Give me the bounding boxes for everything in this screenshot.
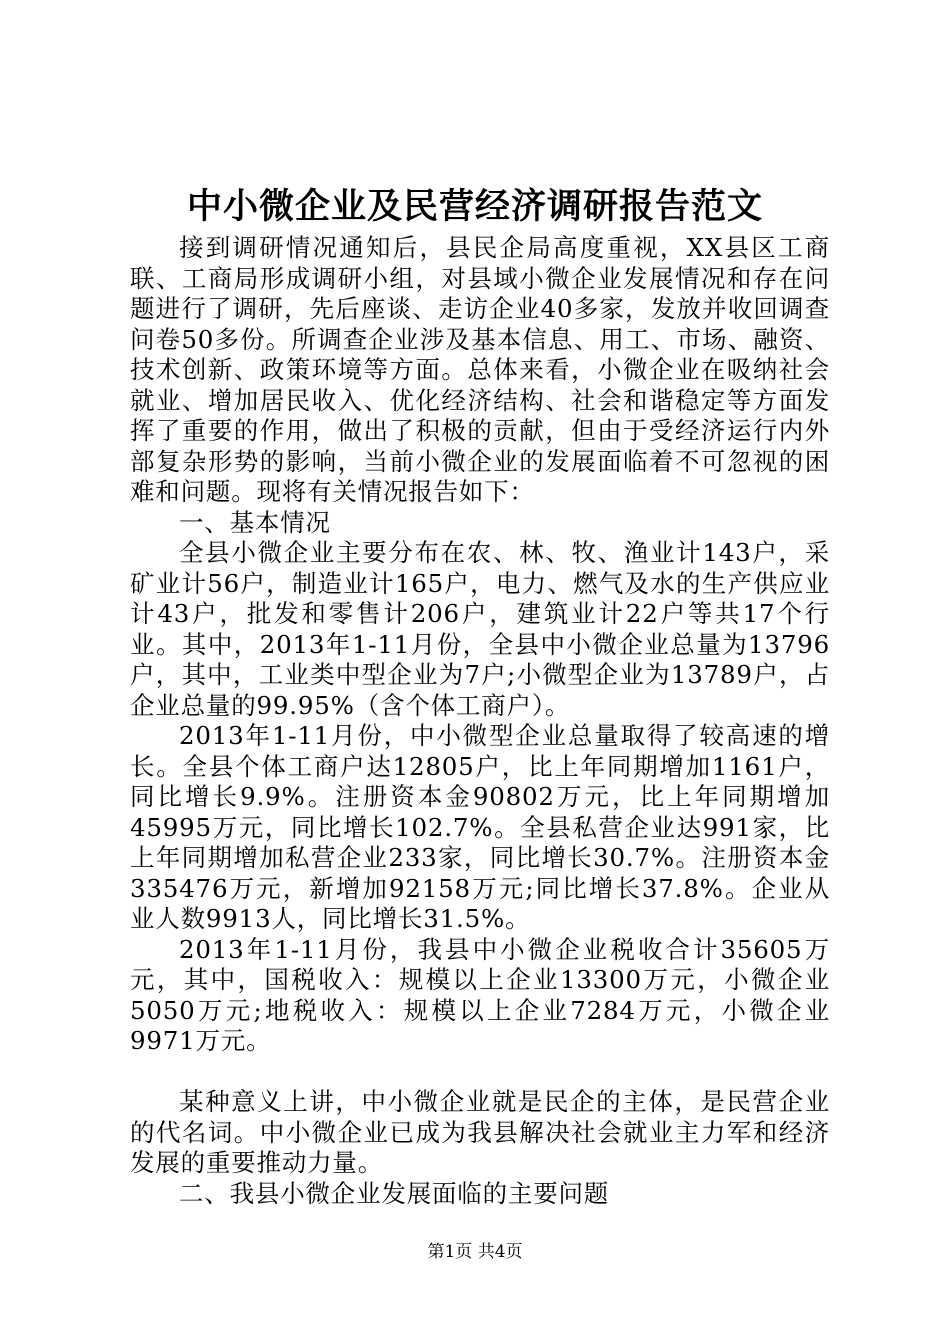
document-body	[130, 233, 830, 1209]
page-number: 第1页 共4页	[427, 1242, 523, 1262]
paragraph-growth: 2013年1-11月份，中小微型企业总量取得了较高速的增长。全县个体工商户达12805户，比上年同期增加1161户，同比增长9.9%。注册资本金90802万元，比上年同期增加45995万元，同比增长102.7%。全县私营企业达991家，比上年同期增加私营企业233家，同比增长30.7%。注册资本金335476万元，新增加92158万元;同比增长37.8%。企业从业人数9913人，同比增长31.5%。	[130, 721, 830, 933]
section-heading-problems: 二、我县小微企业发展面临的主要问题	[179, 1178, 610, 1208]
document-title: 中小微企业及民营经济调研报告范文	[186, 186, 763, 227]
paragraph-intro: 接到调研情况通知后，县民企局高度重视，XX县区工商联、工商局形成调研小组，对县域小微企业发展情况和存在问题进行了调研，先后座谈、走访企业40多家，发放并收回调查问卷50多份。所调查企业涉及基本信息、用工、市场、融资、技术创新、政策环境等方面。总体来看，小微企业在吸纳社会就业、增加居民收入、优化经济结构、社会和谐稳定等方面发挥了重要的作用，做出了积极的贡献，但由于受经济运行内外部复杂形势的影响，当前小微企业的发展面临着不可忽视的困难和问题。现将有关情况报告如下：	[130, 233, 830, 506]
paragraph-tax: 2013年1-11月份，我县中小微企业税收合计35605万元，其中，国税收入：规模以上企业13300万元，小微企业5050万元;地税收入：规模以上企业7284万元，小微企业9971万元。	[130, 934, 830, 1055]
paragraph-distribution: 全县小微企业主要分布在农、林、牧、渔业计143户，采矿业计56户，制造业计165户，电力、燃气及水的生产供应业计43户，批发和零售计206户，建筑业计22户等共17个行业。其中，2013年1-11月份，全县中小微企业总量为13796户，其中，工业类中型企业为7户;小微型企业为13789户，占企业总量的99.95%（含个体工商户）。	[130, 538, 830, 720]
section-heading-basic: 一、基本情况	[179, 507, 331, 537]
paragraph-significance: 某种意义上讲，中小微企业就是民企的主体，是民营企业的代名词。中小微企业已成为我县解决社会就业主力军和经济发展的重要推动力量。	[130, 1087, 830, 1177]
blank-line	[130, 1057, 830, 1088]
